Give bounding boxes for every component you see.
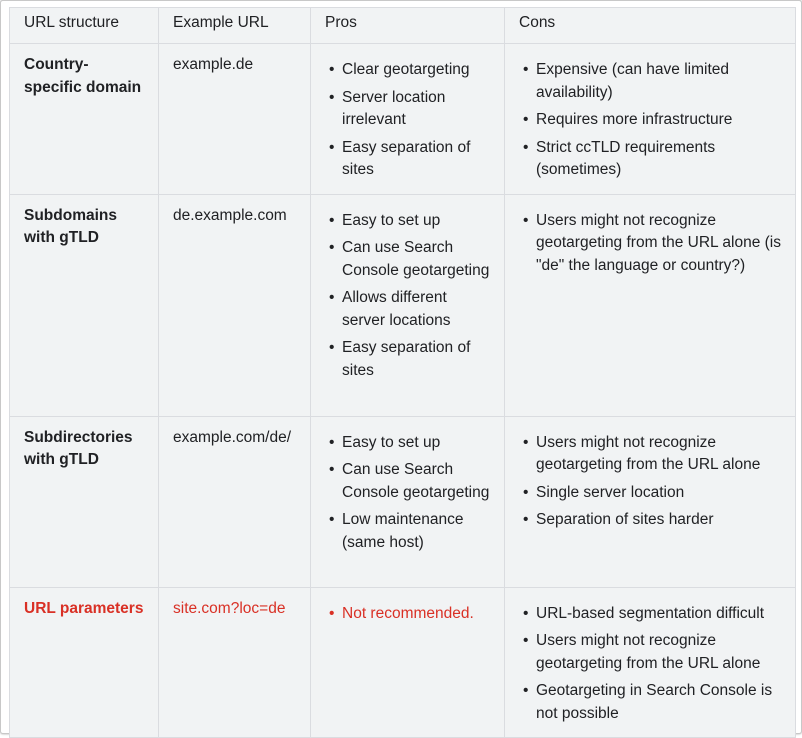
pros-list xyxy=(325,603,490,626)
cons-item: • Geotargeting in Search Console is not possible xyxy=(519,680,781,725)
example-url-cell: example.com/de/ xyxy=(159,416,311,587)
cons-cell xyxy=(505,416,796,587)
cons-cell xyxy=(505,44,796,195)
url-structure-comparison-table xyxy=(9,7,796,738)
table-row-subdomains-gtld xyxy=(10,194,796,416)
example-url-cell: example.de xyxy=(159,44,311,195)
pros-item: • Allows different server locations xyxy=(325,287,490,332)
pros-cell xyxy=(311,416,505,587)
header-cons: Cons xyxy=(505,8,796,44)
pros-item: • Can use Search Console geotargeting xyxy=(325,237,490,282)
cons-item: • Users might not recognize geotargeting from the URL alone xyxy=(519,630,781,675)
pros-item: • Low maintenance (same host) xyxy=(325,509,490,554)
cons-list xyxy=(519,432,781,532)
pros-item: • Easy to set up xyxy=(325,432,490,455)
cons-item: • Strict ccTLD requirements (sometimes) xyxy=(519,137,781,182)
table-row-url-parameters xyxy=(10,587,796,738)
cons-list xyxy=(519,59,781,182)
pros-cell xyxy=(311,587,505,738)
cons-list xyxy=(519,210,781,278)
pros-item: • Clear geotargeting xyxy=(325,59,490,82)
pros-cell xyxy=(311,44,505,195)
header-url-structure: URL structure xyxy=(10,8,159,44)
pros-item: • Server location irrelevant xyxy=(325,87,490,132)
table-row-subdirectories-gtld xyxy=(10,416,796,587)
cons-list xyxy=(519,603,781,726)
pros-item: • Not recommended. xyxy=(325,603,490,626)
pros-list xyxy=(325,432,490,555)
pros-list xyxy=(325,210,490,383)
example-url-cell: site.com?loc=de xyxy=(159,587,311,738)
pros-item: • Can use Search Console geotargeting xyxy=(325,459,490,504)
header-example-url: Example URL xyxy=(159,8,311,44)
pros-cell xyxy=(311,194,505,416)
cons-item: • Users might not recognize geotargeting from the URL alone xyxy=(519,432,781,477)
cons-item: • Separation of sites harder xyxy=(519,509,781,532)
pros-list xyxy=(325,59,490,182)
url-structure-cell: Subdirectories with gTLD xyxy=(10,416,159,587)
url-structure-cell: Country-specific domain xyxy=(10,44,159,195)
cons-cell xyxy=(505,194,796,416)
pros-item: • Easy separation of sites xyxy=(325,137,490,182)
url-structure-cell: URL parameters xyxy=(10,587,159,738)
header-pros: Pros xyxy=(311,8,505,44)
cons-item: • URL-based segmentation difficult xyxy=(519,603,781,626)
example-url-cell: de.example.com xyxy=(159,194,311,416)
table-row-country-specific-domain xyxy=(10,44,796,195)
pros-item: • Easy separation of sites xyxy=(325,337,490,382)
cons-item: • Requires more infrastructure xyxy=(519,109,781,132)
url-structure-cell: Subdomains with gTLD xyxy=(10,194,159,416)
pros-item: • Easy to set up xyxy=(325,210,490,233)
cons-item: • Users might not recognize geotargeting from the URL alone (is "de" the language or country?) xyxy=(519,210,781,278)
cons-item: • Single server location xyxy=(519,482,781,505)
cons-item: • Expensive (can have limited availability) xyxy=(519,59,781,104)
cons-cell xyxy=(505,587,796,738)
header-row xyxy=(10,8,796,44)
